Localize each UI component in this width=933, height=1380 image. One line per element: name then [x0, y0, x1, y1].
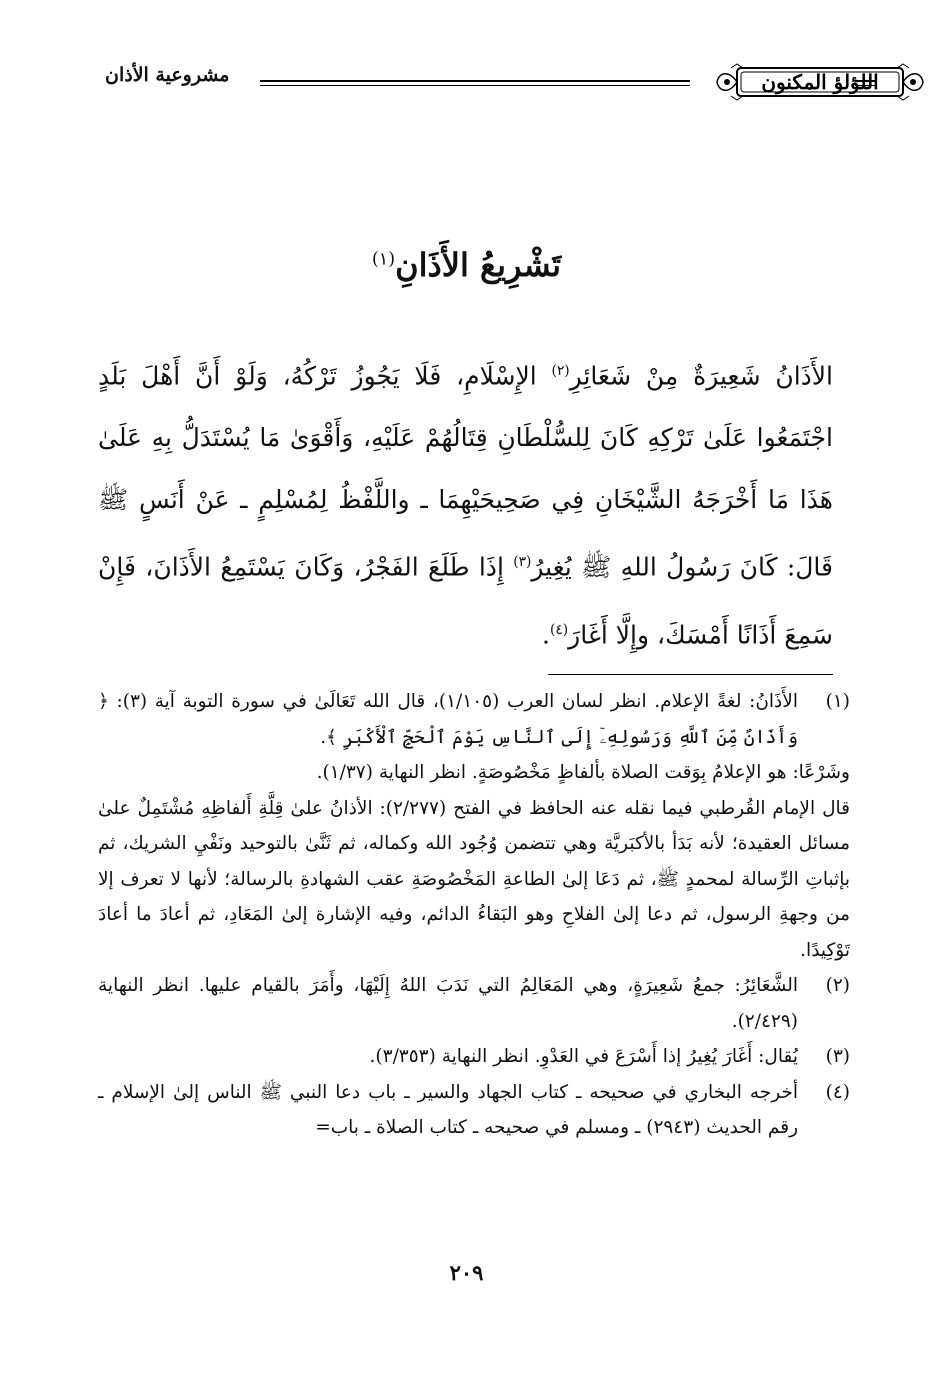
footnote-item — [98, 968, 850, 1039]
footnote-item — [98, 1075, 850, 1146]
body-text-end: . — [542, 619, 550, 649]
header-rule-thin — [260, 85, 690, 86]
footnote-marker: (٤) — [550, 621, 569, 638]
footnote-text: أخرجه البخاري في صحيحه ـ كتاب الجهاد والسير ـ باب دعا النبي ﷺ الناس إلىٰ الإسلام ـ رقم الحديث (٢٩٤٣) ـ ومسلم في صحيحه ـ كتاب الصلاة ـ باب= — [98, 1081, 798, 1138]
footnote-marker: (٢) — [551, 363, 570, 379]
footnote-text: يُقال: أَغَارَ يُغِيرُ إذا أَسْرَعَ في العَدْوِ. انظر النهاية (٣/٣٥٣). — [369, 1046, 798, 1067]
footnotes — [98, 684, 850, 1146]
footnote-marker: (٣) — [513, 554, 532, 571]
body-paragraph — [98, 340, 833, 666]
chapter-title — [250, 246, 683, 284]
footnote-body — [98, 684, 798, 755]
header-rule — [260, 80, 690, 82]
chapter-title-text: تَشْرِيعُ الأَذَانِ — [395, 246, 562, 284]
footnote-text: وشَرْعًا: هو الإعلامُ بِوَقت الصلاة بألفاظٍ مَخْصُوصَةٍ. انظر النهاية (١/٣٧). — [316, 762, 850, 783]
book-title: اللؤلؤ المكنون — [761, 70, 879, 94]
footnote-text: قال الإمام القُرطبي فيما نقله عنه الحافظ في الفتح (٢/٢٧٧): الأذانُ علىٰ قِلَّةِ أَلفاظِهِ مُشْتَمِلٌ علىٰ مسائل العقيدة؛ لأنه بَدَأ بالأكبَريَّة وهي تتضمن وُجُود الله وكماله، ثم ثَنَّىٰ بالتوحيد ونَفْيِ الشريك، ثم بإثباتِ الرِّسالة لمحمدٍ ﷺ، ثم دَعَا إلىٰ الطاعةِ المَخْصُوصَةِ عقب الشهادةِ بالرسالة؛ لأنها لا تعرف إلا من وجهةِ الرسول، ثم دعا إلىٰ الفلاحِ وهو البَقاءُ الدائم، وفيه الإشارة إلىٰ المَعَادِ، ثم أعادَ ما أعادَ تَوْكِيدًا. — [98, 797, 850, 961]
footnote-item — [98, 1039, 850, 1075]
body-text-part: الأَذَانُ شَعِيرَةٌ مِنْ شَعَائِرِ — [569, 361, 833, 391]
body-text-part: الإِسْلَامِ، فَلَا يَجُوزُ تَرْكُهُ، وَلَوْ أَنَّ أَهْلَ بَلَدٍ اجْتَمَعُوا عَلَىٰ تَرْكِهِ كَانَ لِلسُّلْطَانِ قِتَالُهُمْ عَلَيْهِ، وَأَقْوَىٰ مَا يُسْتَدَلُّ بِهِ عَلَىٰ هَذَا مَا أَخْرَجَهُ الشَّيْخَانِ فِي صَحِيحَيْهِمَا ـ واللَّفْظُ لِمُسْلِمٍ ـ عَنْ أَنَسٍ ﷺ قَالَ: كَانَ رَسُولُ اللهِ ﷺ يُغِيرُ — [98, 361, 833, 582]
footnote-text: الأَذَانُ: لغةً الإعلام. انظر لسان العرب (١/١٠٥)، قال الله تَعَالَىٰ في سورة التوبة آية (٣): ﴿ وَأَذَانٌ مِّنَ ٱللَّهِ وَرَسُولِهِۦٓ إِلَى ٱلنَّاسِ يَوْمَ ٱلْحَجِّ ٱلْأَكْبَرِ ﴾. — [98, 691, 798, 748]
book-title-cartouche — [715, 62, 925, 102]
running-header — [105, 52, 879, 112]
page-number: ٢٠٩ — [449, 1260, 484, 1285]
footnote-number: (٢) — [825, 975, 850, 996]
body-text-part: إِذَا طَلَعَ الفَجْرُ، وَكَانَ يَسْتَمِعُ الأَذَانَ، فَإِنْ سَمِعَ أَذَانًا أَمْسَكَ، وإِلَّا أَغَارَ — [98, 552, 833, 649]
footnote-marker: (١) — [371, 249, 396, 270]
footnote-number: (٣) — [825, 1046, 850, 1067]
footnote-number: (٤) — [825, 1081, 850, 1103]
footnote-text: الشَّعَائِرُ: جمعُ شَعِيرَةٍ، وهي المَعَالِمُ التي نَدَبَ اللهُ إِلَيْهَا، وأَمَرَ بالقيام عليها. انظر النهاية (٢/٤٢٩). — [98, 975, 798, 1032]
footnote-separator — [548, 674, 833, 675]
footnote-item — [98, 684, 850, 755]
footnote-number: (١) — [825, 691, 850, 712]
section-title: مشروعية الأذان — [105, 64, 230, 86]
